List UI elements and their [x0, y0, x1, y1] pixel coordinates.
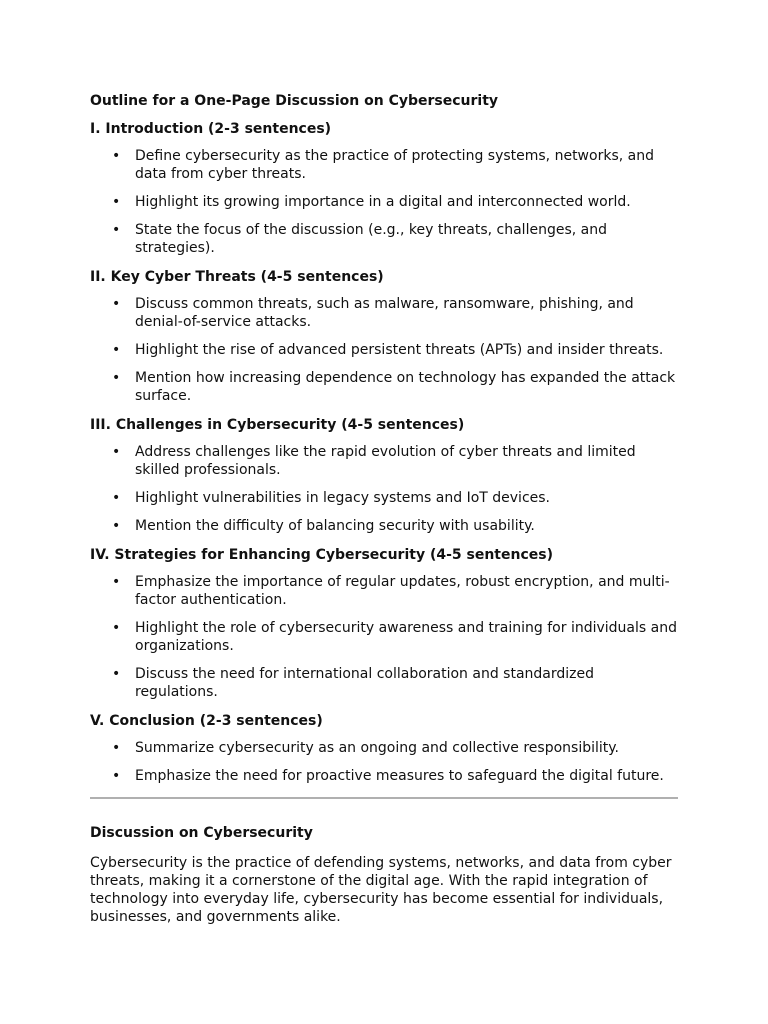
bullet-item	[90, 489, 678, 507]
bullet-icon: •	[112, 518, 121, 534]
bullet-list	[90, 443, 678, 535]
bullet-icon: •	[112, 148, 121, 164]
bullet-list	[90, 573, 678, 701]
bullet-icon: •	[112, 370, 121, 386]
bullet-item	[90, 221, 678, 257]
bullet-item	[90, 767, 678, 785]
section-heading: III. Challenges in Cybersecurity (4-5 sentences)	[90, 417, 465, 433]
bullet-item	[90, 295, 678, 331]
section-heading: II. Key Cyber Threats (4-5 sentences)	[90, 269, 384, 285]
section-heading: IV. Strategies for Enhancing Cybersecurity (4-5 sentences)	[90, 547, 553, 563]
bullet-text: Highlight the role of cybersecurity awareness and training for individuals and organizations.	[135, 620, 677, 654]
outline-section	[90, 545, 678, 701]
section-heading: V. Conclusion (2-3 sentences)	[90, 713, 323, 729]
bullet-list	[90, 147, 678, 257]
bullet-text: Emphasize the need for proactive measures to safeguard the digital future.	[135, 768, 664, 784]
bullet-text: Discuss common threats, such as malware, ransomware, phishing, and denial-of-service attacks.	[135, 296, 634, 330]
outline-sections	[90, 119, 678, 785]
bullet-item	[90, 573, 678, 609]
bullet-item	[90, 517, 678, 535]
bullet-icon: •	[112, 768, 121, 784]
bullet-icon: •	[112, 222, 121, 238]
bullet-item	[90, 443, 678, 479]
bullet-item	[90, 193, 678, 211]
bullet-text: Address challenges like the rapid evolution of cyber threats and limited skilled professionals.	[135, 444, 636, 478]
bullet-icon: •	[112, 194, 121, 210]
bullet-text: Summarize cybersecurity as an ongoing and collective responsibility.	[135, 740, 619, 756]
bullet-text: Mention how increasing dependence on technology has expanded the attack surface.	[135, 370, 676, 404]
bullet-icon: •	[112, 620, 121, 636]
bullet-text: Emphasize the importance of regular updates, robust encryption, and multi-factor authentication.	[135, 574, 670, 608]
bullet-icon: •	[112, 296, 121, 312]
section-divider	[90, 797, 678, 799]
bullet-item	[90, 147, 678, 183]
outline-section	[90, 711, 678, 785]
outline-section	[90, 267, 678, 405]
outline-title: Outline for a One-Page Discussion on Cybersecurity	[90, 93, 499, 109]
bullet-icon: •	[112, 490, 121, 506]
discussion-paragraph: Cybersecurity is the practice of defending systems, networks, and data from cyber threats, making it a cornerstone of the digital age. With the rapid integration of technology into everyday life, cybersecurity has become essential for individuals, businesses, and governments alike.	[90, 855, 672, 925]
bullet-icon: •	[112, 666, 121, 682]
bullet-item	[90, 369, 678, 405]
bullet-icon: •	[112, 342, 121, 358]
bullet-icon: •	[112, 444, 121, 460]
bullet-item	[90, 619, 678, 655]
outline-section	[90, 415, 678, 535]
bullet-text: Highlight vulnerabilities in legacy systems and IoT devices.	[135, 490, 551, 506]
document-page	[90, 91, 678, 926]
bullet-text: Highlight the rise of advanced persistent threats (APTs) and insider threats.	[135, 342, 664, 358]
bullet-list	[90, 295, 678, 405]
bullet-icon: •	[112, 574, 121, 590]
bullet-text: Mention the difficulty of balancing security with usability.	[135, 518, 535, 534]
bullet-item	[90, 739, 678, 757]
bullet-text: Define cybersecurity as the practice of protecting systems, networks, and data from cyber threats.	[135, 148, 654, 182]
bullet-text: Highlight its growing importance in a digital and interconnected world.	[135, 194, 631, 210]
bullet-icon: •	[112, 740, 121, 756]
section-heading: I. Introduction (2-3 sentences)	[90, 121, 332, 137]
bullet-item	[90, 341, 678, 359]
bullet-item	[90, 665, 678, 701]
bullet-text: State the focus of the discussion (e.g., key threats, challenges, and strategies).	[135, 222, 607, 256]
bullet-text: Discuss the need for international collaboration and standardized regulations.	[135, 666, 594, 700]
bullet-list	[90, 739, 678, 785]
outline-section	[90, 119, 678, 257]
discussion-title: Discussion on Cybersecurity	[90, 825, 313, 841]
